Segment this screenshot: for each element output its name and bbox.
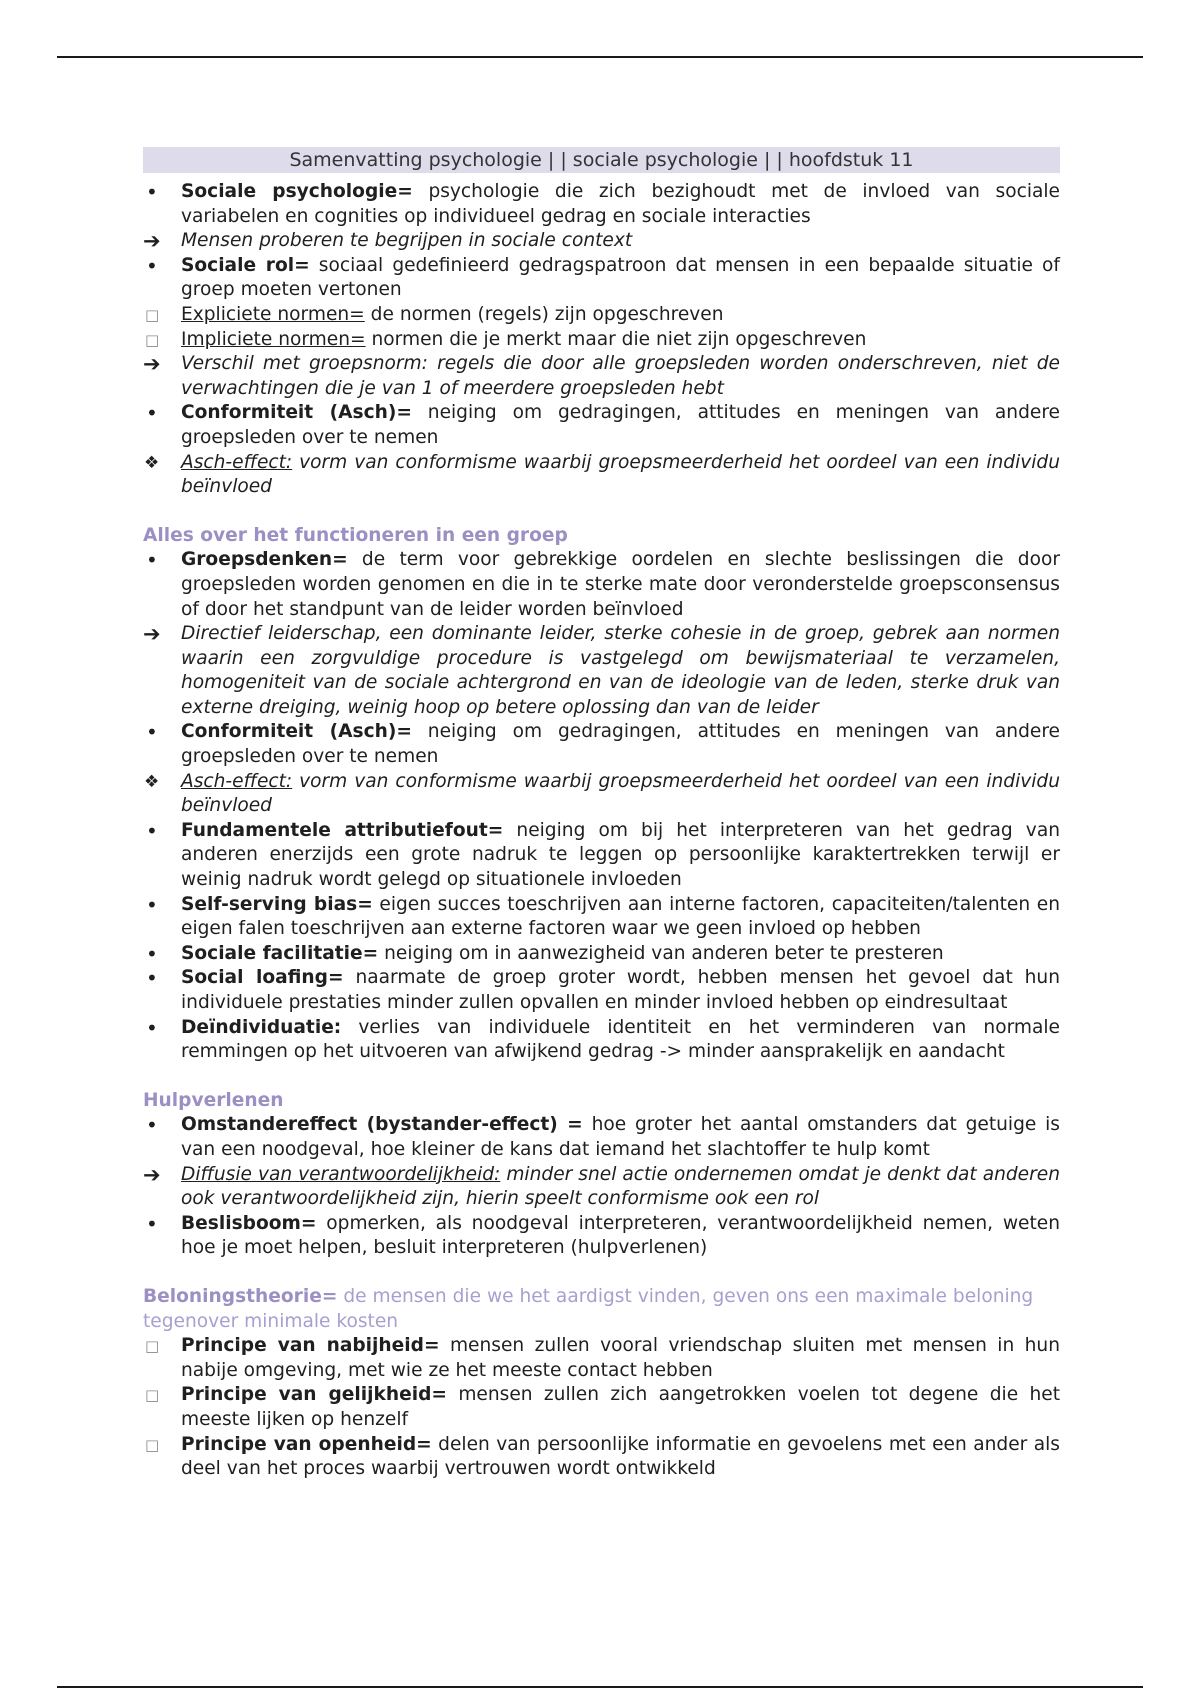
list-item (143, 720, 1060, 769)
item-term: Sociale facilitatie= (181, 942, 379, 964)
list-item-body (181, 181, 1060, 227)
item-term: Principe van nabijheid= (181, 1335, 440, 1357)
bullet-marker-icon: • (146, 1113, 158, 1138)
bullet-marker-icon: • (146, 1211, 158, 1236)
list-item-body (181, 304, 724, 325)
list-item (143, 819, 1060, 893)
list-item-body (181, 1213, 1060, 1259)
list-item (143, 180, 1060, 229)
item-text: neiging om gedragingen, attitudes en meningen van andere groepsleden over te nemen (181, 721, 1060, 768)
item-term: Impliciete normen= (181, 328, 366, 350)
item-text: eigen succes toeschrijven aan interne factoren, capaciteiten/talenten en eigen falen toeschrijven aan externe factoren waar we geen invloed op hebben (181, 893, 1060, 940)
list-item (143, 352, 1060, 401)
intro-list (143, 180, 1060, 500)
list-item (143, 770, 1060, 819)
item-term: Groepsdenken= (181, 549, 348, 571)
reward-list (143, 1334, 1060, 1482)
item-term: Social loafing= (181, 967, 344, 989)
item-text: de term voor gebrekkige oordelen en slechte beslissingen die door groepsleden worden genomen en die in te sterke mate door veronderstelde groepsconsensus of door het standpunt van de leider worden beïnvloed (181, 549, 1060, 620)
section-help (143, 1089, 1060, 1261)
list-item (143, 1113, 1060, 1162)
list-item (143, 254, 1060, 303)
item-text: vorm van conformisme waarbij groepsmeerderheid het oordeel van een individu beïnvloed (181, 770, 1060, 817)
item-term: Expliciete normen= (181, 303, 365, 325)
list-item-body (181, 230, 632, 251)
item-text: minder snel actie ondernemen omdat je denkt dat anderen ook verantwoordelijkheid zijn, hierin speelt conformisme ook een rol (181, 1163, 1060, 1210)
list-item-body (181, 894, 1060, 940)
list-item (143, 1163, 1060, 1212)
item-term: Conformiteit (Asch)= (181, 402, 412, 424)
list-item-body (181, 1384, 1060, 1430)
list-item (143, 328, 1060, 353)
item-text: hoe groter het aantal omstanders dat getuige is van een noodgeval, hoe kleiner de kans dat iemand het slachtoffer te hulp komt (181, 1114, 1060, 1160)
section-list (143, 1113, 1060, 1261)
list-item (143, 622, 1060, 720)
bullet-marker-icon: • (146, 892, 158, 917)
bullet-marker-icon: • (146, 966, 158, 991)
list-item-body (181, 721, 1060, 767)
section-heading: Alles over het functioneren in een groep (143, 524, 568, 546)
item-term: Principe van gelijkheid= (181, 1384, 447, 1406)
document-page (143, 147, 1060, 1482)
list-item (143, 451, 1060, 500)
section-heading: Hulpverlenen (143, 1089, 284, 1111)
list-item-body (181, 967, 1060, 1013)
square-marker-icon: □ (145, 1386, 160, 1405)
item-term: Principe van openheid= (181, 1433, 432, 1455)
bullet-marker-icon: • (146, 941, 158, 966)
item-text: psychologie die zich bezighoudt met de invloed van sociale variabelen en cognities op individueel gedrag en sociale interacties (181, 181, 1060, 227)
square-marker-icon: □ (145, 1337, 160, 1356)
item-text: naarmate de groep groter wordt, hebben mensen het gevoel dat hun individuele prestaties minder zullen opvallen en minder invloed hebben op eindresultaat (181, 967, 1060, 1013)
reward-theory-paragraph (143, 1285, 1060, 1334)
list-item-body (181, 1114, 1060, 1160)
arrow-marker-icon: ➔ (143, 229, 161, 254)
list-item-body (181, 402, 1060, 448)
list-item (143, 1383, 1060, 1432)
item-term: Fundamentele attributiefout= (181, 819, 504, 841)
bullet-marker-icon: • (146, 253, 158, 278)
item-text: vorm van conformisme waarbij groepsmeerderheid het oordeel van een individu beïnvloed (181, 451, 1060, 498)
list-item (143, 548, 1060, 622)
item-text: Mensen proberen te begrijpen in sociale context (181, 230, 633, 252)
item-term: Sociale psychologie= (181, 181, 413, 202)
item-text: Verschil met groepsnorm: regels die door alle groepsleden worden onderschreven, niet de verwachtingen die je van 1 of meerdere groepsleden hebt (181, 353, 1060, 399)
item-text: sociaal gedefinieerd gedragspatroon dat mensen in een bepaalde situatie of groep moeten vertonen (181, 254, 1060, 301)
list-item (143, 966, 1060, 1015)
list-item-body (181, 943, 944, 964)
list-item (143, 893, 1060, 942)
item-text: de normen (regels) zijn opgeschreven (364, 303, 724, 325)
list-item-body (181, 329, 866, 350)
diamond-marker-icon: ❖ (144, 452, 160, 473)
bullet-marker-icon: • (146, 1015, 158, 1040)
item-term: Asch-effect: (181, 451, 293, 473)
item-text: mensen zullen vooral vriendschap sluiten met mensen in hun nabije omgeving, met wie ze het meeste contact hebben (181, 1335, 1060, 1381)
list-item-body (181, 820, 1060, 890)
list-item-body (181, 549, 1060, 619)
top-rule (57, 56, 1143, 58)
reward-theory-term: Beloningstheorie= (143, 1285, 338, 1307)
item-term: Deïndividuatie: (181, 1016, 342, 1038)
list-item-body (181, 1335, 1060, 1381)
item-term: Diffusie van verantwoordelijkheid: (181, 1163, 501, 1185)
item-text: delen van persoonlijke informatie en gevoelens met een ander als deel van het proces waarbij vertrouwen wordt ontwikkeld (181, 1433, 1060, 1480)
list-item (143, 229, 1060, 254)
item-term: Asch-effect: (181, 770, 293, 792)
item-text: normen die je merkt maar die niet zijn opgeschreven (365, 328, 867, 350)
list-item-body (181, 353, 1060, 399)
list-item (143, 1212, 1060, 1261)
list-item (143, 1334, 1060, 1383)
bullet-marker-icon: • (146, 818, 158, 843)
list-item (143, 1016, 1060, 1065)
item-text: neiging om in aanwezigheid van anderen beter te presteren (378, 942, 944, 964)
list-item (143, 303, 1060, 328)
square-marker-icon: □ (145, 1435, 160, 1454)
item-term: Omstandereffect (bystander-effect) = (181, 1114, 583, 1136)
item-text: verlies van individuele identiteit en het verminderen van normale remmingen op het uitvoeren van afwijkend gedrag -> minder aansprakelijk en aandacht (181, 1016, 1060, 1063)
list-item-body (181, 255, 1060, 301)
list-item (143, 1433, 1060, 1482)
document-title: Samenvatting psychologie | | sociale psychologie | | hoofdstuk 11 (143, 147, 1060, 173)
bullet-marker-icon: • (146, 548, 158, 573)
square-marker-icon: □ (145, 330, 160, 349)
arrow-marker-icon: ➔ (143, 1162, 161, 1187)
item-text: Directief leiderschap, een dominante leider, sterke cohesie in de groep, gebrek aan normen waarin een zorgvuldige procedure is vastgelegd om bewijsmateriaal te verzamelen, homogeniteit van de sociale achtergrond en van de ideologie van de leden, sterke druk van externe dreiging, weinig hoop op betere oplossing dan van de leider (181, 623, 1060, 718)
arrow-marker-icon: ➔ (143, 352, 161, 377)
arrow-marker-icon: ➔ (143, 622, 161, 647)
bullet-marker-icon: • (146, 720, 158, 745)
bullet-marker-icon: • (146, 401, 158, 426)
item-text: neiging om gedragingen, attitudes en meningen van andere groepsleden over te nemen (181, 402, 1060, 448)
item-term: Sociale rol= (181, 254, 310, 276)
list-item-body (181, 771, 1060, 817)
list-item-body (181, 1164, 1060, 1210)
list-item (143, 401, 1060, 450)
list-item (143, 942, 1060, 967)
square-marker-icon: □ (145, 305, 160, 324)
item-text: opmerken, als noodgeval interpreteren, verantwoordelijkheid nemen, weten hoe je moet helpen, besluit interpreteren (hulpverlenen) (181, 1212, 1060, 1259)
list-item-body (181, 623, 1060, 718)
item-text: mensen zullen zich aangetrokken voelen tot degene die het meeste lijken op henzelf (181, 1384, 1060, 1430)
diamond-marker-icon: ❖ (144, 771, 160, 792)
item-term: Beslisboom= (181, 1212, 317, 1234)
item-term: Self-serving bias= (181, 893, 373, 915)
bottom-rule (57, 1686, 1143, 1688)
list-item-body (181, 1017, 1060, 1063)
section-list (143, 548, 1060, 1064)
bullet-marker-icon: • (146, 180, 158, 204)
item-text: neiging om bij het interpreteren van het gedrag van anderen enerzijds een grote nadruk te leggen op persoonlijke karaktertrekken terwijl er weinig nadruk wordt gelegd op situationele invloeden (181, 819, 1060, 891)
item-term: Conformiteit (Asch)= (181, 721, 412, 743)
section-group-functioning (143, 524, 1060, 1065)
list-item-body (181, 452, 1060, 498)
list-item-body (181, 1434, 1060, 1480)
reward-theory-text: de mensen die we het aardigst vinden, geven ons een maximale beloning tegenover minimale kosten (143, 1285, 1034, 1332)
